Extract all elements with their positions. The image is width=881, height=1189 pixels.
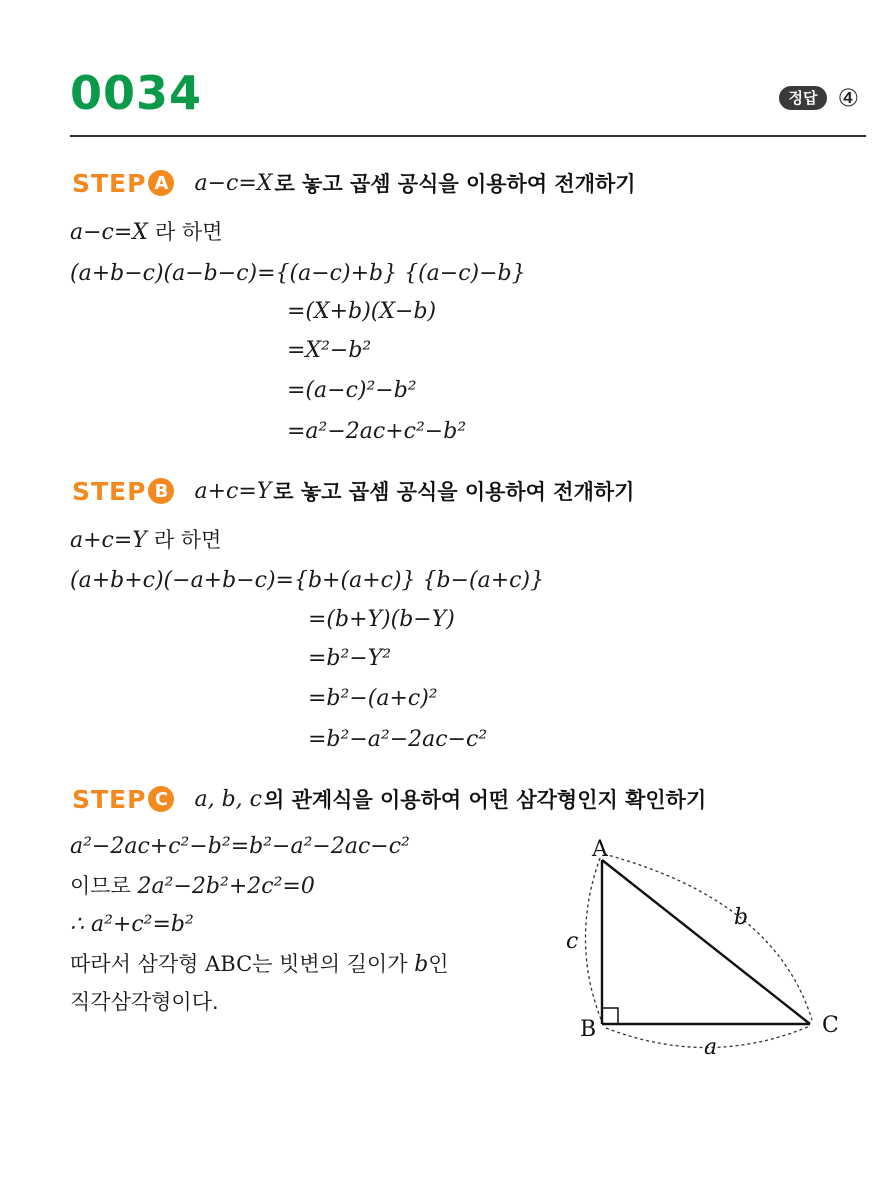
step-c-eq-2-text: 이므로 [70,874,131,898]
step-c-eq-2-math: 2a²−2b²+2c²=0 [137,874,315,899]
vertex-b-label: B [580,1017,597,1042]
step-a-badge: A [148,170,174,196]
step-a-line-4: =(a−c)²−b² [287,378,417,403]
vertex-a-label: A [592,837,608,862]
side-ac [602,860,810,1024]
step-b-intro-math: a+c=Y [70,528,147,553]
step-b-math: a+c=Y [194,478,272,504]
concl-text-c: 는 빗변의 길이가 [252,952,408,976]
arc-side-c [585,858,602,1022]
step-a-intro-math: a−c=X [70,220,148,245]
step-c-math: a, b, c [194,786,262,812]
step-a-heading [72,168,636,198]
side-a-label: a [704,1035,718,1060]
right-triangle-figure [560,830,860,1060]
step-c-badge: C [148,786,174,812]
step-a-line-2: =(X+b)(X−b) [287,299,437,324]
step-b-line-4: =b²−(a+c)² [308,686,438,711]
concl-text-e: 인 [428,952,449,976]
step-c-eq-3: ∴ a²+c²=b² [70,912,194,937]
problem-number: 0034 [70,66,203,120]
step-a-math: a−c=X [194,170,273,196]
answer-value: ④ [837,84,859,112]
right-angle-mark [602,1008,618,1024]
side-b-label: b [734,905,749,930]
step-b-line-5: =b²−a²−2ac−c² [308,727,488,752]
vertex-c-label: C [822,1013,839,1038]
step-c-conclusion-2: 직각삼각형이다. [70,990,219,1014]
arc-side-b [604,854,812,1020]
step-a-line-3: =X²−b² [287,338,372,363]
step-b-badge: B [148,478,174,504]
answer-label: 정답 [779,86,828,110]
header-divider [70,135,866,137]
step-c-conclusion-1 [70,954,449,976]
answer-box [779,86,860,110]
step-c-title: 의 관계식을 이용하여 어떤 삼각형인지 확인하기 [263,788,707,812]
step-a-intro-text: 라 하면 [154,220,223,244]
step-b-label: STEP [72,476,147,506]
step-c-label: STEP [72,784,147,814]
step-c-heading [72,784,706,814]
concl-b: b [414,952,429,977]
concl-abc: ABC [205,952,253,976]
step-a-title: 로 놓고 곱셈 공식을 이용하여 전개하기 [274,172,636,196]
step-a-label: STEP [72,168,147,198]
side-c-label: c [566,929,579,954]
step-a-intro [70,222,223,244]
step-b-heading [72,476,634,506]
step-b-title: 로 놓고 곱셈 공식을 이용하여 전개하기 [273,480,635,504]
step-b-line-1: (a+b+c)(−a+b−c)={b+(a+c)} {b−(a+c)} [70,568,545,593]
concl-text-a: 따라서 삼각형 [70,952,199,976]
step-a-line-1: (a+b−c)(a−b−c)={(a−c)+b} {(a−c)−b} [70,261,526,286]
step-b-line-2: =(b+Y)(b−Y) [308,607,455,632]
step-c-eq-1: a²−2ac+c²−b²=b²−a²−2ac−c² [70,834,410,859]
step-c-eq-2 [70,876,315,898]
step-b-intro-text: 라 하면 [153,528,222,552]
step-a-line-5: =a²−2ac+c²−b² [287,419,467,444]
step-b-line-3: =b²−Y² [308,646,392,671]
step-b-intro [70,530,221,552]
